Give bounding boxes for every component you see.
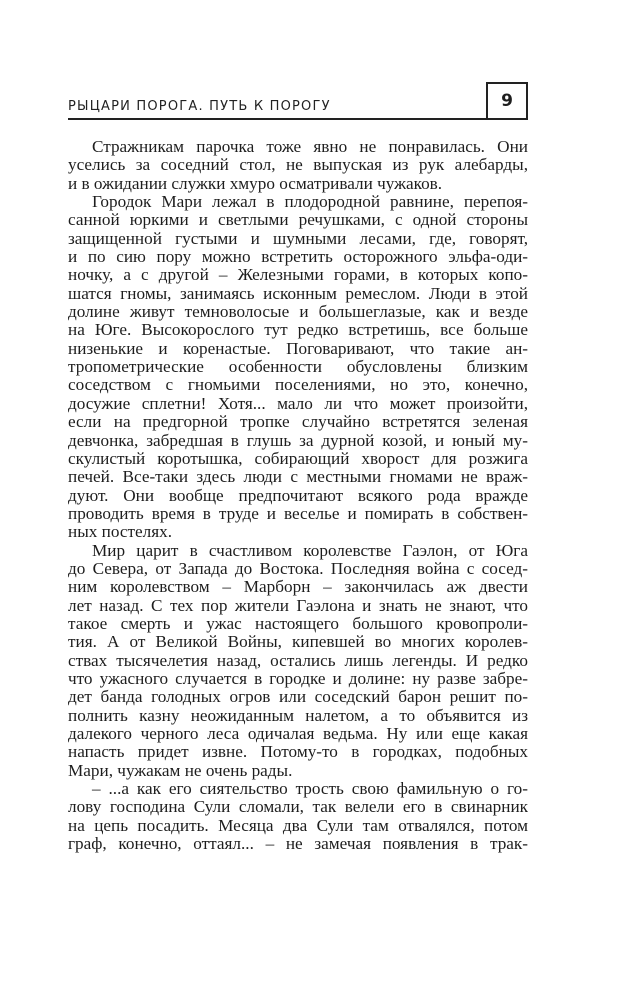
text-line: девчонка, забредшая в глушь за дурной козой, и юный му- <box>68 430 528 450</box>
text-line: и в ожидании служки хмуро осматривали чужаков. <box>68 173 443 193</box>
page-number: 9 <box>486 82 528 118</box>
text-line: тия. А от Великой Войны, кипевшей во многих королев- <box>68 632 528 652</box>
text-line: Городок Мари лежал в плодородной равнине, перепоя- <box>92 192 528 212</box>
text-line: – ...а как его сиятельство трость свою фамильную о го- <box>92 779 528 799</box>
text-line: ствах тысячелетия назад, остались лишь легенды. И редко <box>68 650 528 670</box>
text-line: до Севера, от Запада до Востока. Последняя война с сосед- <box>68 558 528 578</box>
text-line: защищенной густыми и шумными лесами, где, говорят, <box>68 228 528 248</box>
paragraph <box>68 542 528 780</box>
text-line: проводить время в труде и веселье и помирать в собствен- <box>68 503 528 523</box>
text-line: далекого черного леса одичалая ведьма. Ну или еще какая <box>68 724 528 743</box>
text-line: напасть придет извне. Потому-то в городках, подобных <box>68 742 528 762</box>
text-line: если на предгорной тропке случайно встретятся зеленая <box>68 412 528 432</box>
text-line: лову господина Сули сломали, так велели его в свинарник <box>68 797 528 817</box>
text-line: низенькие и коренастые. Поговаривают, что такие ан- <box>68 338 528 358</box>
text-line: что ужасного случается в городке и долине: ну разве забре- <box>68 668 528 688</box>
text-line: ных постелях. <box>68 522 172 542</box>
running-title: РЫЦАРИ ПОРОГА. ПУТЬ К ПОРОГУ <box>68 99 331 114</box>
text-line: скулистый коротышка, собирающий хворост для розжига <box>68 448 528 468</box>
text-line: такое смерть и ужас настоящего большого кровопроли- <box>68 613 528 633</box>
running-header <box>68 82 528 120</box>
text-line: на цепь посадить. Месяца два Сули там отвалялся, потом <box>68 815 528 835</box>
text-line: ним королевством – Марборн – закончилась аж двести <box>68 577 528 597</box>
text-line: Стражникам парочка тоже явно не понравилась. Они <box>92 137 528 156</box>
body-text <box>68 138 528 853</box>
text-line: лет назад. С тех пор жители Гаэлона и знать не знают, что <box>68 595 528 615</box>
text-line: дуют. Они вообще предпочитают всякого рода вражде <box>68 485 528 505</box>
text-line: дет банда голодных огров или соседский барон решит по- <box>68 687 528 707</box>
text-line: Мир царит в счастливом королевстве Гаэлон, от Юга <box>92 540 528 560</box>
paragraph <box>68 780 528 853</box>
text-line: на Юге. Высокорослого тут редко встретишь, все больше <box>68 320 528 340</box>
paragraph <box>68 138 528 193</box>
text-line: долине живут темноволосые и большеглазые, как и везде <box>68 302 528 322</box>
text-line: печей. Все-таки здесь люди с местными гномами не враж- <box>68 467 528 487</box>
text-line: соседством с гномьими поселениями, но это, конечно, <box>68 375 528 395</box>
text-line: досужие сплетни! Хотя... мало ли что может произойти, <box>68 393 528 413</box>
text-line: тропометрические особенности обусловлены близким <box>68 357 528 377</box>
text-line: полнить казну неожиданным налетом, а то объявится из <box>68 705 528 725</box>
text-line: санной юркими и светлыми речушками, с одной стороны <box>68 210 528 230</box>
text-line: уселись за соседний стол, не выпуская из рук алебарды, <box>68 155 528 175</box>
text-line: шатся гномы, занимаясь исконным ремеслом. Люди в этой <box>68 283 528 303</box>
text-line: и по сию пору можно встретить осторожного эльфа-оди- <box>68 247 528 267</box>
paragraph <box>68 193 528 542</box>
text-line: граф, конечно, оттаял... – не замечая появления в трак- <box>68 834 528 854</box>
text-line: Мари, чужакам не очень рады. <box>68 760 293 780</box>
text-line: ночку, а с другой – Железными горами, в которых копо- <box>68 265 528 285</box>
